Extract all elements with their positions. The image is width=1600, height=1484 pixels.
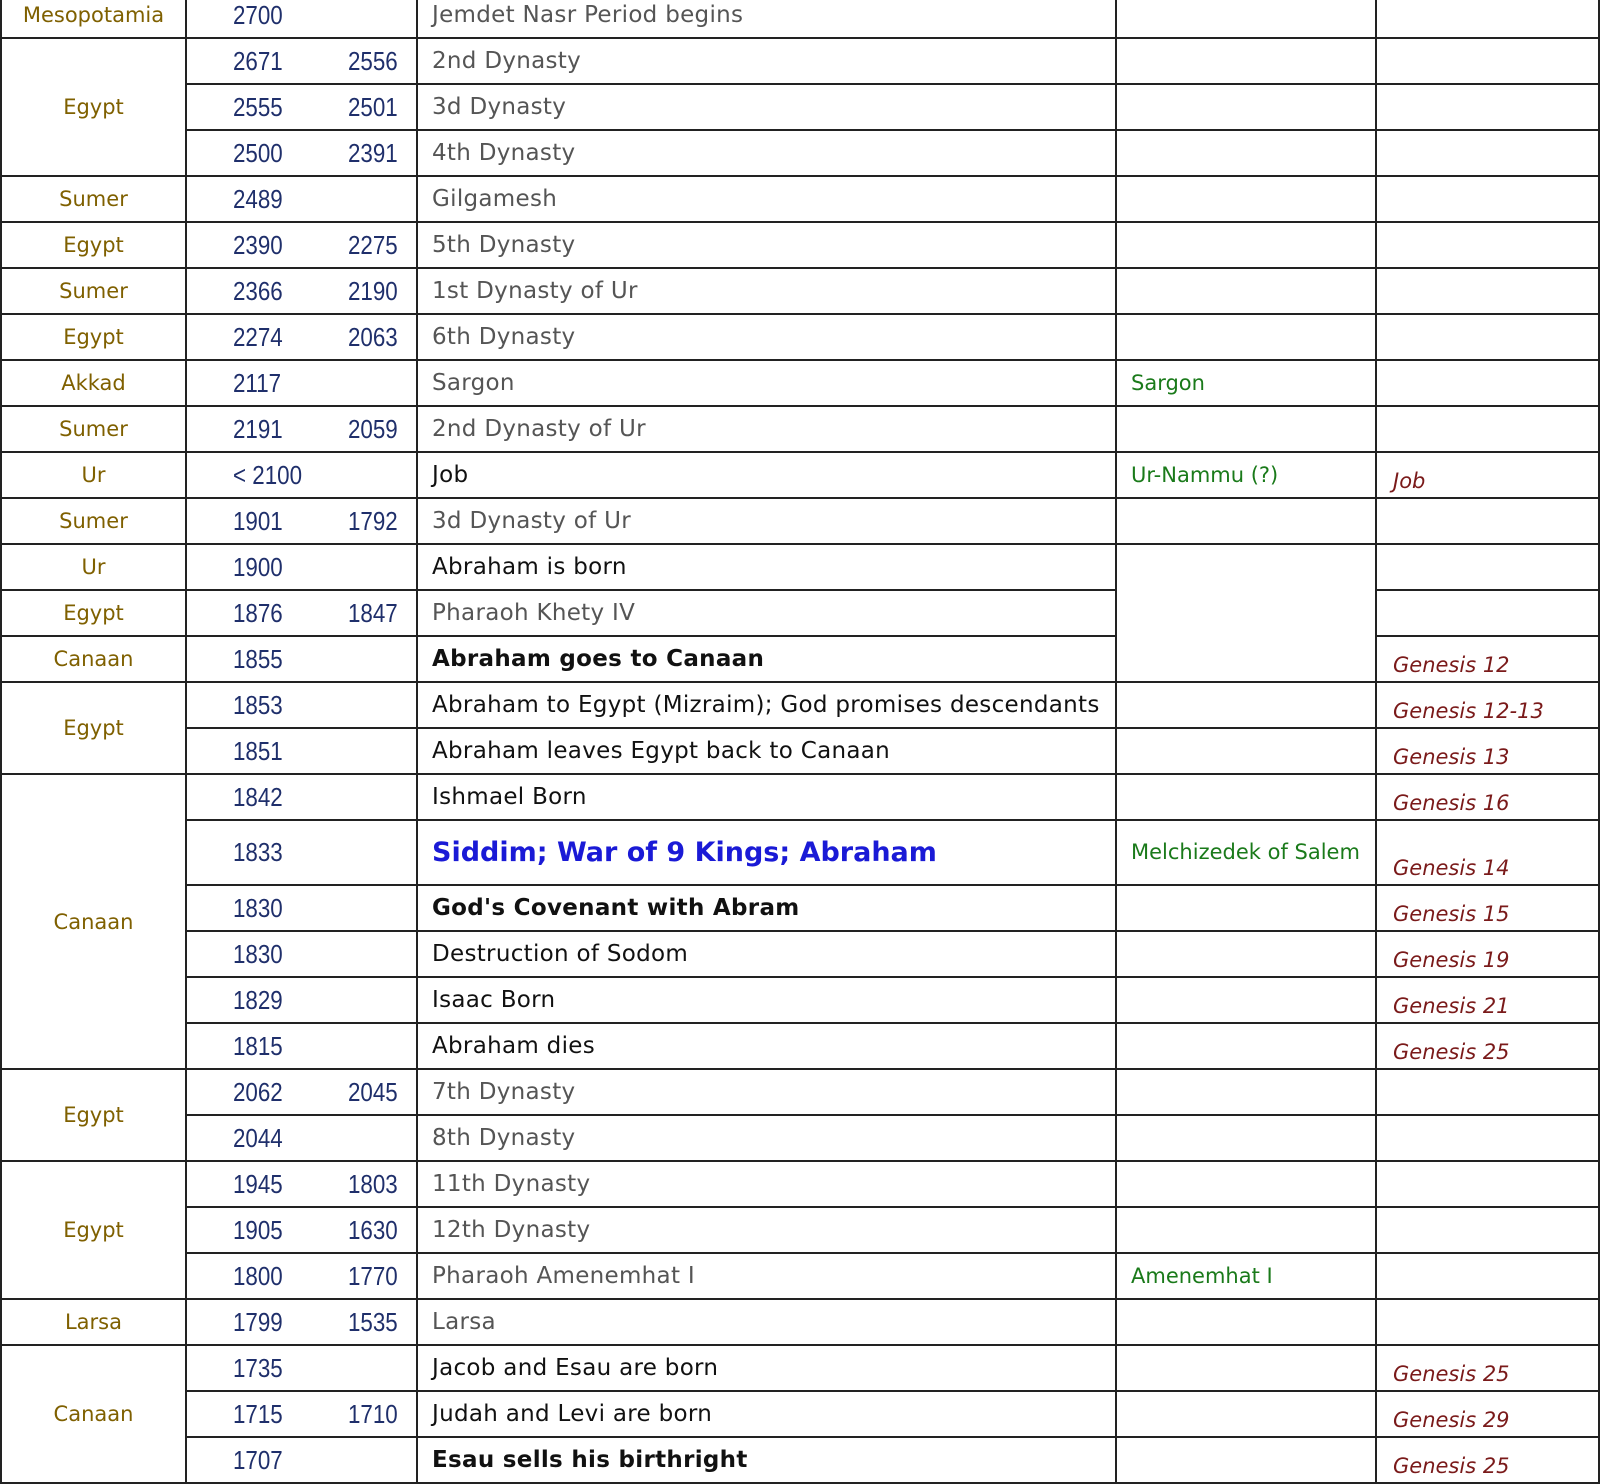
year-cell	[187, 729, 418, 775]
event-label: Abraham dies	[432, 1033, 595, 1059]
start-year: < 2100	[233, 459, 303, 490]
scripture-reference[interactable]: Genesis 12	[1393, 653, 1510, 677]
event-label: Jacob and Esau are born	[432, 1355, 719, 1381]
reference-cell[interactable]	[1377, 775, 1600, 821]
year-cell	[187, 315, 418, 361]
year-cell	[187, 637, 418, 683]
ruler-cell	[1117, 453, 1377, 499]
reference-cell	[1377, 1116, 1600, 1162]
year-cell	[187, 1300, 418, 1346]
region-label: Sumer	[59, 187, 128, 211]
ruler-cell	[1117, 39, 1377, 85]
year-cell	[187, 131, 418, 177]
event-cell	[418, 453, 1117, 499]
reference-cell[interactable]	[1377, 683, 1600, 729]
ruler-cell	[1117, 223, 1377, 269]
event-cell	[418, 775, 1117, 821]
region-cell	[0, 453, 187, 499]
event-cell	[418, 499, 1117, 545]
event-cell	[418, 729, 1117, 775]
year-cell	[187, 886, 418, 932]
start-year: 1853	[233, 689, 283, 720]
year-cell	[187, 1438, 418, 1484]
start-year: 1830	[233, 938, 283, 969]
year-cell	[187, 39, 418, 85]
start-year: 2555	[233, 91, 283, 122]
year-cell	[187, 0, 418, 39]
ruler-cell	[1117, 269, 1377, 315]
year-cell	[187, 1208, 418, 1254]
scripture-reference[interactable]: Job	[1393, 469, 1426, 493]
event-cell	[418, 1438, 1117, 1484]
reference-cell	[1377, 315, 1600, 361]
event-cell	[418, 177, 1117, 223]
event-label: Abraham is born	[432, 554, 627, 580]
start-year: 1905	[233, 1214, 283, 1245]
end-year: 2275	[348, 229, 398, 260]
event-cell	[418, 545, 1117, 591]
reference-cell	[1377, 223, 1600, 269]
event-label: Ishmael Born	[432, 784, 587, 810]
event-label: 11th Dynasty	[432, 1171, 591, 1197]
event-label: Isaac Born	[432, 987, 556, 1013]
ruler-label: Melchizedek of Salem	[1131, 840, 1360, 864]
year-cell	[187, 1254, 418, 1300]
year-cell	[187, 453, 418, 499]
reference-cell[interactable]	[1377, 886, 1600, 932]
reference-cell	[1377, 177, 1600, 223]
year-cell	[187, 591, 418, 637]
region-label: Mesopotamia	[22, 3, 165, 27]
event-label: 8th Dynasty	[432, 1125, 576, 1151]
region-cell	[0, 315, 187, 361]
event-cell	[418, 1162, 1117, 1208]
region-label: Canaan	[53, 909, 134, 934]
start-year: 2366	[233, 275, 283, 306]
event-label: Jemdet Nasr Period begins	[432, 2, 744, 28]
start-year: 2274	[233, 321, 283, 352]
region-label: Egypt	[63, 95, 124, 119]
ruler-cell	[1117, 1346, 1377, 1392]
ruler-cell	[1117, 775, 1377, 821]
event-cell	[418, 886, 1117, 932]
event-cell	[418, 223, 1117, 269]
event-cell	[418, 1024, 1117, 1070]
start-year: 1707	[233, 1444, 283, 1475]
year-cell	[187, 499, 418, 545]
reference-cell	[1377, 545, 1600, 591]
ruler-cell	[1117, 1254, 1377, 1300]
start-year: 2117	[233, 367, 282, 398]
reference-cell[interactable]	[1377, 453, 1600, 499]
event-label: 3d Dynasty of Ur	[432, 508, 632, 534]
reference-cell	[1377, 499, 1600, 545]
end-year: 2190	[348, 275, 398, 306]
scripture-reference[interactable]: Genesis 29	[1393, 1408, 1510, 1432]
year-cell	[187, 821, 418, 886]
ruler-label: Ur-Nammu (?)	[1131, 462, 1279, 487]
event-label: Destruction of Sodom	[432, 941, 689, 967]
start-year: 1855	[233, 643, 283, 674]
event-cell	[418, 361, 1117, 407]
end-year: 2045	[348, 1076, 398, 1107]
reference-cell	[1377, 0, 1600, 39]
region-label: Egypt	[63, 601, 124, 625]
event-label: Abraham to Egypt (Mizraim); God promises descendants	[432, 692, 1100, 718]
start-year: 2700	[233, 0, 283, 30]
region-cell	[0, 775, 187, 1070]
reference-cell	[1377, 1254, 1600, 1300]
reference-cell[interactable]	[1377, 978, 1600, 1024]
year-cell	[187, 177, 418, 223]
ruler-cell	[1117, 1024, 1377, 1070]
scripture-reference[interactable]: Genesis 12-13	[1393, 699, 1544, 723]
start-year: 2489	[233, 183, 283, 214]
event-cell	[418, 269, 1117, 315]
scripture-reference[interactable]: Genesis 25	[1393, 1040, 1510, 1064]
end-year: 1710	[348, 1398, 398, 1429]
event-cell	[418, 0, 1117, 39]
start-year: 1799	[233, 1306, 283, 1337]
event-cell	[418, 1300, 1117, 1346]
scripture-reference[interactable]: Genesis 19	[1393, 948, 1510, 972]
year-cell	[187, 545, 418, 591]
reference-cell[interactable]	[1377, 1438, 1600, 1484]
ruler-cell	[1117, 1070, 1377, 1116]
event-cell	[418, 1070, 1117, 1116]
reference-cell[interactable]	[1377, 637, 1600, 683]
start-year: 1735	[233, 1352, 283, 1383]
ruler-cell	[1117, 499, 1377, 545]
year-cell	[187, 223, 418, 269]
region-label: Canaan	[53, 1402, 134, 1426]
region-cell	[0, 0, 187, 39]
region-label: Ur	[81, 463, 106, 487]
reference-cell[interactable]	[1377, 1024, 1600, 1070]
region-cell	[0, 1346, 187, 1484]
event-label: Job	[432, 462, 469, 488]
ruler-cell	[1117, 361, 1377, 407]
ruler-cell	[1117, 886, 1377, 932]
ruler-cell	[1117, 683, 1377, 729]
ruler-cell	[1117, 0, 1377, 39]
region-cell	[0, 269, 187, 315]
event-cell	[418, 1254, 1117, 1300]
event-label: Gilgamesh	[432, 186, 558, 212]
end-year: 2556	[348, 45, 398, 76]
start-year: 1945	[233, 1168, 283, 1199]
year-cell	[187, 1162, 418, 1208]
ruler-cell	[1117, 729, 1377, 775]
year-cell	[187, 775, 418, 821]
scripture-reference[interactable]: Genesis 16	[1393, 791, 1510, 815]
reference-cell[interactable]	[1377, 1392, 1600, 1438]
region-cell	[0, 499, 187, 545]
region-cell	[0, 1300, 187, 1346]
reference-cell	[1377, 85, 1600, 131]
event-label: 2nd Dynasty of Ur	[432, 416, 646, 442]
reference-cell	[1377, 407, 1600, 453]
year-cell	[187, 978, 418, 1024]
ruler-cell	[1117, 1438, 1377, 1484]
start-year: 1829	[233, 984, 283, 1015]
ruler-label: Sargon	[1131, 370, 1205, 395]
ruler-cell	[1117, 1208, 1377, 1254]
ruler-cell	[1117, 85, 1377, 131]
event-cell	[418, 407, 1117, 453]
reference-cell	[1377, 1300, 1600, 1346]
event-cell	[418, 131, 1117, 177]
start-year: 1901	[233, 505, 283, 536]
scripture-reference[interactable]: Genesis 21	[1393, 994, 1510, 1018]
year-cell	[187, 1346, 418, 1392]
event-label: 6th Dynasty	[432, 324, 576, 350]
reference-cell[interactable]	[1377, 932, 1600, 978]
year-cell	[187, 269, 418, 315]
event-label: 4th Dynasty	[432, 140, 576, 166]
event-cell	[418, 978, 1117, 1024]
year-cell	[187, 683, 418, 729]
event-label: Pharaoh Khety IV	[432, 600, 636, 626]
ruler-cell	[1117, 1116, 1377, 1162]
region-cell	[0, 407, 187, 453]
end-year: 1535	[348, 1306, 398, 1337]
ruler-cell	[1117, 821, 1377, 886]
start-year: 1830	[233, 892, 283, 923]
region-label: Akkad	[61, 371, 126, 395]
event-label: Siddim; War of 9 Kings; Abraham	[432, 837, 937, 868]
event-label: 1st Dynasty of Ur	[432, 278, 638, 304]
reference-cell[interactable]	[1377, 729, 1600, 775]
end-year: 2501	[348, 91, 398, 122]
region-cell	[0, 223, 187, 269]
reference-cell	[1377, 591, 1600, 637]
region-cell	[0, 545, 187, 591]
event-label: Abraham goes to Canaan	[432, 646, 765, 672]
year-cell	[187, 1070, 418, 1116]
event-label: Larsa	[432, 1309, 496, 1335]
event-label: 2nd Dynasty	[432, 48, 582, 74]
region-cell	[0, 39, 187, 177]
event-cell	[418, 1346, 1117, 1392]
region-label: Ur	[81, 555, 106, 579]
reference-cell[interactable]	[1377, 1346, 1600, 1392]
start-year: 1800	[233, 1260, 283, 1291]
region-cell	[0, 1070, 187, 1162]
event-cell	[418, 1392, 1117, 1438]
event-label: Sargon	[432, 370, 515, 396]
region-cell	[0, 361, 187, 407]
event-label: Judah and Levi are born	[432, 1401, 713, 1427]
region-label: Canaan	[53, 647, 134, 671]
year-cell	[187, 932, 418, 978]
scripture-reference[interactable]: Genesis 25	[1393, 1454, 1510, 1478]
event-label: 3d Dynasty	[432, 94, 567, 120]
region-cell	[0, 1162, 187, 1300]
region-label: Egypt	[63, 1218, 124, 1242]
start-year: 2500	[233, 137, 283, 168]
region-cell	[0, 637, 187, 683]
start-year: 1833	[233, 837, 283, 867]
event-cell	[418, 821, 1117, 886]
ruler-cell	[1117, 1300, 1377, 1346]
reference-cell	[1377, 1162, 1600, 1208]
start-year: 1715	[233, 1398, 283, 1429]
start-year: 2390	[233, 229, 283, 260]
region-label: Larsa	[64, 1310, 122, 1334]
scripture-reference[interactable]: Genesis 14	[1393, 856, 1510, 880]
year-cell	[187, 85, 418, 131]
event-cell	[418, 85, 1117, 131]
start-year: 2044	[233, 1122, 283, 1153]
reference-cell	[1377, 131, 1600, 177]
year-cell	[187, 1392, 418, 1438]
event-cell	[418, 683, 1117, 729]
region-label: Egypt	[63, 716, 124, 740]
reference-cell	[1377, 1070, 1600, 1116]
event-label: Esau sells his birthright	[432, 1447, 748, 1473]
start-year: 2191	[233, 413, 283, 444]
region-cell	[0, 683, 187, 775]
reference-cell[interactable]	[1377, 821, 1600, 886]
event-label: God's Covenant with Abram	[432, 895, 800, 921]
end-year: 1792	[348, 505, 398, 536]
event-cell	[418, 1208, 1117, 1254]
start-year: 1876	[233, 597, 283, 628]
ruler-cell	[1117, 1392, 1377, 1438]
event-label: 7th Dynasty	[432, 1079, 576, 1105]
event-cell	[418, 1116, 1117, 1162]
start-year: 1842	[233, 781, 283, 812]
event-cell	[418, 932, 1117, 978]
region-label: Sumer	[59, 279, 128, 303]
scripture-reference[interactable]: Genesis 25	[1393, 1362, 1510, 1386]
year-cell	[187, 1024, 418, 1070]
event-label: 5th Dynasty	[432, 232, 576, 258]
region-label: Egypt	[63, 325, 124, 349]
end-year: 1630	[348, 1214, 398, 1245]
region-cell	[0, 591, 187, 637]
ruler-label: Amenemhat I	[1131, 1263, 1273, 1288]
event-label: 12th Dynasty	[432, 1217, 591, 1243]
event-label: Pharaoh Amenemhat I	[432, 1263, 695, 1289]
ruler-cell	[1117, 932, 1377, 978]
event-cell	[418, 591, 1117, 637]
end-year: 2391	[348, 137, 398, 168]
reference-cell	[1377, 39, 1600, 85]
event-cell	[418, 315, 1117, 361]
event-cell	[418, 39, 1117, 85]
end-year: 2059	[348, 413, 398, 444]
event-label: Abraham leaves Egypt back to Canaan	[432, 738, 891, 764]
start-year: 1815	[233, 1030, 283, 1061]
end-year: 1770	[348, 1260, 398, 1291]
event-cell	[418, 637, 1117, 683]
end-year: 1847	[348, 597, 398, 628]
ruler-cell	[1117, 131, 1377, 177]
region-label: Sumer	[59, 509, 128, 533]
year-cell	[187, 1116, 418, 1162]
year-cell	[187, 407, 418, 453]
reference-cell	[1377, 361, 1600, 407]
scripture-reference[interactable]: Genesis 15	[1393, 902, 1510, 926]
start-year: 2062	[233, 1076, 283, 1107]
year-cell	[187, 361, 418, 407]
ruler-cell	[1117, 978, 1377, 1024]
ruler-cell	[1117, 545, 1377, 683]
reference-cell	[1377, 1208, 1600, 1254]
start-year: 2671	[233, 45, 283, 76]
ruler-cell	[1117, 1162, 1377, 1208]
start-year: 1900	[233, 551, 283, 582]
region-label: Egypt	[63, 233, 124, 257]
region-label: Egypt	[63, 1103, 124, 1127]
reference-cell	[1377, 269, 1600, 315]
end-year: 2063	[348, 321, 398, 352]
region-cell	[0, 177, 187, 223]
start-year: 1851	[233, 735, 283, 766]
end-year: 1803	[348, 1168, 398, 1199]
ruler-cell	[1117, 407, 1377, 453]
ruler-cell	[1117, 177, 1377, 223]
scripture-reference[interactable]: Genesis 13	[1393, 745, 1510, 769]
ruler-cell	[1117, 315, 1377, 361]
region-label: Sumer	[59, 417, 128, 441]
